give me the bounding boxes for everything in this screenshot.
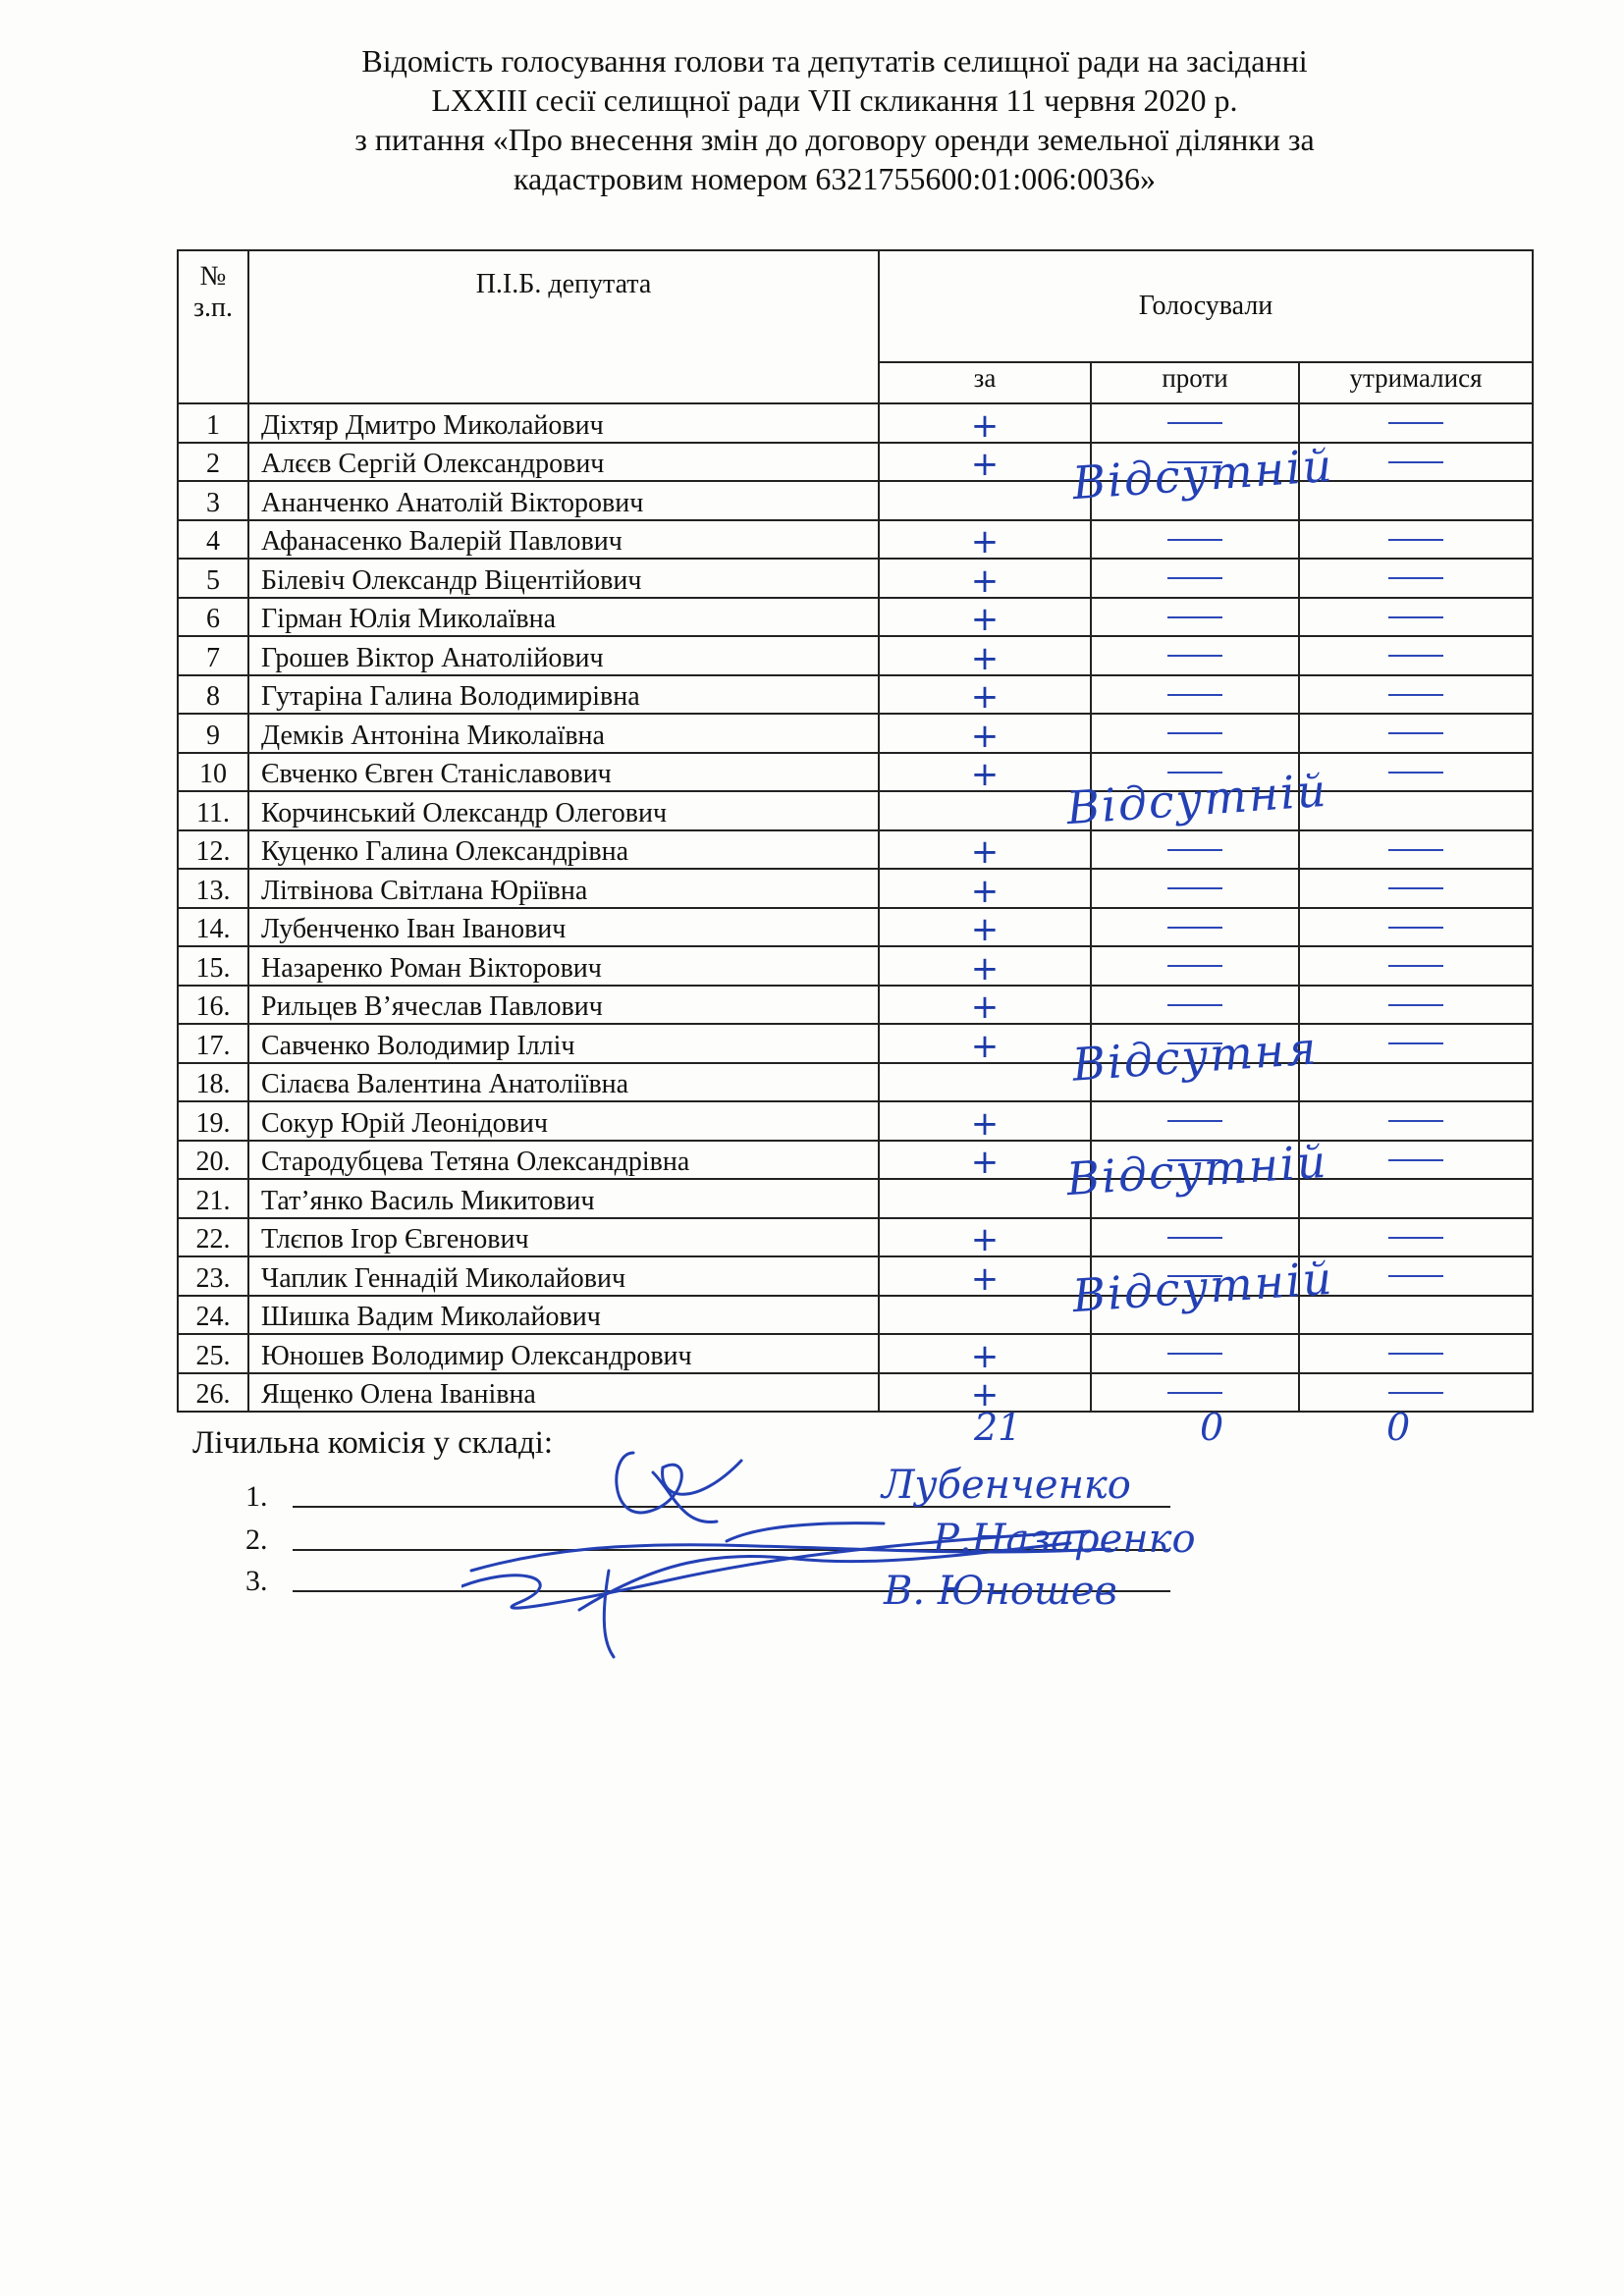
- vote-abstain-cell: [1299, 1373, 1533, 1413]
- vote-for-cell: +: [879, 830, 1091, 870]
- dash-mark: [1388, 1004, 1443, 1006]
- vote-for-cell: +: [879, 636, 1091, 675]
- header-for: за: [879, 362, 1091, 403]
- table-row: [178, 714, 1533, 753]
- vote-for-cell: +: [879, 520, 1091, 560]
- total-for: 21: [974, 1406, 1022, 1449]
- vote-abstain-cell: [1299, 520, 1533, 560]
- vote-for-cell: +: [879, 1218, 1091, 1257]
- dash-mark: [1167, 422, 1222, 424]
- deputy-name: Афанасенко Валерій Павлович: [248, 520, 879, 560]
- vote-abstain-cell: [1299, 559, 1533, 598]
- dash-mark: [1388, 965, 1443, 967]
- row-number: 14.: [178, 908, 248, 947]
- vote-for-cell: +: [879, 1373, 1091, 1413]
- dash-mark: [1167, 887, 1222, 889]
- vote-abstain-cell: [1299, 1179, 1533, 1218]
- title-line-1: Відомість голосування голови та депутатів селищної ради на засіданні: [361, 43, 1308, 79]
- vote-for-cell: +: [879, 675, 1091, 715]
- table-row: [178, 753, 1533, 792]
- deputy-name: Діхтяр Дмитро Миколайович: [248, 403, 879, 443]
- header-against: проти: [1091, 362, 1299, 403]
- deputy-name: Ананченко Анатолій Вікторович: [248, 481, 879, 520]
- vote-for-cell: [879, 1179, 1091, 1218]
- table-row: [178, 520, 1533, 560]
- row-number: 24.: [178, 1296, 248, 1335]
- vote-abstain-cell: [1299, 791, 1533, 830]
- vote-abstain-cell: [1299, 753, 1533, 792]
- deputy-name: Гутаріна Галина Володимирівна: [248, 675, 879, 715]
- vote-against-cell: [1091, 908, 1299, 947]
- dash-mark: [1167, 616, 1222, 618]
- deputy-name: Літвінова Світлана Юріївна: [248, 869, 879, 908]
- dash-mark: [1167, 1004, 1222, 1006]
- row-number: 12.: [178, 830, 248, 870]
- table-row: [178, 675, 1533, 715]
- dash-mark: [1388, 577, 1443, 579]
- vote-abstain-cell: [1299, 986, 1533, 1025]
- table-row: [178, 830, 1533, 870]
- commission-item-1: 1.: [245, 1480, 268, 1513]
- dash-mark: [1167, 732, 1222, 734]
- dash-mark: [1388, 1392, 1443, 1394]
- deputy-name: Корчинський Олександр Олегович: [248, 791, 879, 830]
- deputy-name: Юношев Володимир Олександрович: [248, 1334, 879, 1373]
- table-row: [178, 986, 1533, 1025]
- table-row: [178, 1373, 1533, 1413]
- voting-table: [177, 249, 1534, 1413]
- vote-for-cell: +: [879, 946, 1091, 986]
- dash-mark: [1167, 1353, 1222, 1355]
- vote-abstain-cell: [1299, 598, 1533, 637]
- vote-abstain-cell: [1299, 714, 1533, 753]
- row-number: 5: [178, 559, 248, 598]
- row-number: 13.: [178, 869, 248, 908]
- table-row: [178, 1024, 1533, 1063]
- deputy-name: Сокур Юрій Леонідович: [248, 1101, 879, 1141]
- total-abstain: 0: [1386, 1406, 1411, 1449]
- dash-mark: [1388, 1237, 1443, 1239]
- dash-mark: [1388, 539, 1443, 541]
- absent-note-row-24: Відсутній: [1070, 1251, 1335, 1323]
- vote-for-cell: [879, 1063, 1091, 1102]
- deputy-name: Демків Антоніна Миколаївна: [248, 714, 879, 753]
- vote-against-cell: [1091, 1101, 1299, 1141]
- dash-mark: [1388, 694, 1443, 696]
- row-number: 7: [178, 636, 248, 675]
- dash-mark: [1388, 616, 1443, 618]
- absent-note-row-18: Відсутня: [1070, 1021, 1321, 1092]
- table-row: [178, 946, 1533, 986]
- table-row: [178, 869, 1533, 908]
- vote-for-cell: +: [879, 559, 1091, 598]
- deputy-name: Євченко Євген Станіславович: [248, 753, 879, 792]
- table-row: [178, 1141, 1533, 1180]
- dash-mark: [1167, 655, 1222, 657]
- dash-mark: [1167, 577, 1222, 579]
- row-number: 6: [178, 598, 248, 637]
- row-number: 25.: [178, 1334, 248, 1373]
- title-line-3: з питання «Про внесення змін до договору оренди земельної ділянки за: [354, 122, 1315, 157]
- vote-against-cell: [1091, 986, 1299, 1025]
- vote-abstain-cell: [1299, 636, 1533, 675]
- vote-for-cell: +: [879, 714, 1091, 753]
- vote-for-cell: +: [879, 1024, 1091, 1063]
- vote-for-cell: +: [879, 1141, 1091, 1180]
- vote-for-cell: +: [879, 753, 1091, 792]
- row-number: 9: [178, 714, 248, 753]
- vote-against-cell: [1091, 1334, 1299, 1373]
- deputy-name: Савченко Володимир Ілліч: [248, 1024, 879, 1063]
- vote-against-cell: [1091, 403, 1299, 443]
- absent-note-row-3: Відсутній: [1070, 438, 1335, 510]
- signature-name-2: Р.Назаренко: [933, 1517, 1196, 1562]
- vote-against-cell: [1091, 869, 1299, 908]
- row-number: 11.: [178, 791, 248, 830]
- absent-note-row-21: Відсутній: [1064, 1134, 1329, 1206]
- dash-mark: [1167, 1392, 1222, 1394]
- dash-mark: [1388, 1353, 1443, 1355]
- vote-against-cell: [1091, 946, 1299, 986]
- header-voted: Голосували: [879, 250, 1533, 362]
- absent-note-row-11: Відсутній: [1064, 763, 1329, 835]
- vote-against-cell: [1091, 520, 1299, 560]
- vote-against-cell: [1091, 830, 1299, 870]
- row-number: 16.: [178, 986, 248, 1025]
- commission-item-2: 2.: [245, 1523, 268, 1556]
- vote-abstain-cell: [1299, 1063, 1533, 1102]
- vote-for-cell: +: [879, 869, 1091, 908]
- dash-mark: [1167, 965, 1222, 967]
- vote-against-cell: [1091, 1218, 1299, 1257]
- vote-against-cell: [1091, 714, 1299, 753]
- dash-mark: [1388, 887, 1443, 889]
- vote-for-cell: +: [879, 1256, 1091, 1296]
- commission-row-3: [245, 1565, 268, 1598]
- dash-mark: [1167, 694, 1222, 696]
- vote-for-cell: [879, 1296, 1091, 1335]
- signature-name-3: В. Юношев: [884, 1569, 1117, 1614]
- header-abstain: утрималися: [1299, 362, 1533, 403]
- vote-abstain-cell: [1299, 908, 1533, 947]
- deputy-name: Назаренко Роман Вікторович: [248, 946, 879, 986]
- deputy-name: Тлєпов Ігор Євгенович: [248, 1218, 879, 1257]
- title-line-4: кадастровим номером 6321755600:01:006:0036»: [513, 161, 1157, 196]
- commission-item-3: 3.: [245, 1565, 268, 1597]
- dash-mark: [1167, 539, 1222, 541]
- dash-mark: [1388, 1042, 1443, 1044]
- dash-mark: [1388, 849, 1443, 851]
- commission-row-2: [245, 1523, 268, 1557]
- vote-abstain-cell: [1299, 946, 1533, 986]
- table-row: [178, 1063, 1533, 1102]
- row-number: 2: [178, 443, 248, 482]
- vote-abstain-cell: [1299, 1334, 1533, 1373]
- table-row: [178, 598, 1533, 637]
- vote-for-cell: +: [879, 908, 1091, 947]
- dash-mark: [1388, 772, 1443, 774]
- vote-abstain-cell: [1299, 1141, 1533, 1180]
- row-number: 3: [178, 481, 248, 520]
- table-row: [178, 908, 1533, 947]
- deputy-name: Грошев Віктор Анатолійович: [248, 636, 879, 675]
- title-line-2: LXXIII сесії селищної ради VII скликання 11 червня 2020 р.: [431, 82, 1238, 118]
- vote-abstain-cell: [1299, 403, 1533, 443]
- vote-against-cell: [1091, 598, 1299, 637]
- commission-row-1: [245, 1480, 268, 1514]
- row-number: 18.: [178, 1063, 248, 1102]
- deputy-name: Стародубцева Тетяна Олександрівна: [248, 1141, 879, 1180]
- table-row: [178, 1101, 1533, 1141]
- dash-mark: [1388, 1275, 1443, 1277]
- row-number: 8: [178, 675, 248, 715]
- vote-for-cell: +: [879, 403, 1091, 443]
- deputy-name: Білевіч Олександр Віцентійович: [248, 559, 879, 598]
- table-row: [178, 1334, 1533, 1373]
- vote-for-cell: [879, 481, 1091, 520]
- deputy-name: Гірман Юлія Миколаївна: [248, 598, 879, 637]
- signature-name-1: Лубенченко: [882, 1463, 1131, 1508]
- vote-abstain-cell: [1299, 1101, 1533, 1141]
- dash-mark: [1388, 655, 1443, 657]
- commission-label: Лічильна комісія у складі:: [192, 1425, 554, 1461]
- vote-abstain-cell: [1299, 869, 1533, 908]
- row-number: 20.: [178, 1141, 248, 1180]
- dash-mark: [1167, 927, 1222, 929]
- vote-against-cell: [1091, 636, 1299, 675]
- deputy-name: Алєєв Сергій Олександрович: [248, 443, 879, 482]
- deputy-name: Рильцев В’ячеслав Павлович: [248, 986, 879, 1025]
- vote-abstain-cell: [1299, 830, 1533, 870]
- vote-against-cell: [1091, 559, 1299, 598]
- row-number: 22.: [178, 1218, 248, 1257]
- dash-mark: [1388, 732, 1443, 734]
- vote-for-cell: +: [879, 986, 1091, 1025]
- header-number-symbol: №: [199, 261, 227, 292]
- row-number: 15.: [178, 946, 248, 986]
- vote-for-cell: +: [879, 1334, 1091, 1373]
- dash-mark: [1388, 461, 1443, 463]
- vote-for-cell: +: [879, 443, 1091, 482]
- deputy-name: Лубенченко Іван Іванович: [248, 908, 879, 947]
- table-row: [178, 1179, 1533, 1218]
- row-number: 23.: [178, 1256, 248, 1296]
- dash-mark: [1388, 1120, 1443, 1122]
- table-row: [178, 636, 1533, 675]
- dash-mark: [1167, 1237, 1222, 1239]
- vote-against-cell: [1091, 675, 1299, 715]
- document-title: [196, 41, 1473, 198]
- table-row: [178, 559, 1533, 598]
- table-row: [178, 791, 1533, 830]
- deputy-name: Шишка Вадим Миколайович: [248, 1296, 879, 1335]
- deputy-name: Чаплик Геннадій Миколайович: [248, 1256, 879, 1296]
- vote-abstain-cell: [1299, 1024, 1533, 1063]
- vote-abstain-cell: [1299, 1218, 1533, 1257]
- deputy-name: Куценко Галина Олександрівна: [248, 830, 879, 870]
- total-against: 0: [1200, 1406, 1224, 1449]
- dash-mark: [1167, 849, 1222, 851]
- deputy-name: Сілаєва Валентина Анатоліївна: [248, 1063, 879, 1102]
- deputy-name: Ященко Олена Іванівна: [248, 1373, 879, 1413]
- row-number: 4: [178, 520, 248, 560]
- row-number: 21.: [178, 1179, 248, 1218]
- dash-mark: [1167, 1120, 1222, 1122]
- vote-against-cell: [1091, 1373, 1299, 1413]
- dash-mark: [1388, 422, 1443, 424]
- row-number: 1: [178, 403, 248, 443]
- vote-for-cell: +: [879, 1101, 1091, 1141]
- dash-mark: [1388, 1159, 1443, 1161]
- table-row: [178, 403, 1533, 443]
- dash-mark: [1388, 927, 1443, 929]
- vote-abstain-cell: [1299, 675, 1533, 715]
- vote-for-cell: [879, 791, 1091, 830]
- deputy-name: Тат’янко Василь Микитович: [248, 1179, 879, 1218]
- vote-for-cell: +: [879, 598, 1091, 637]
- row-number: 17.: [178, 1024, 248, 1063]
- header-name: П.І.Б. депутата: [248, 250, 879, 403]
- row-number: 26.: [178, 1373, 248, 1413]
- row-number: 10: [178, 753, 248, 792]
- header-number: [178, 250, 248, 403]
- header-number-abbr: з.п.: [192, 293, 234, 323]
- row-number: 19.: [178, 1101, 248, 1141]
